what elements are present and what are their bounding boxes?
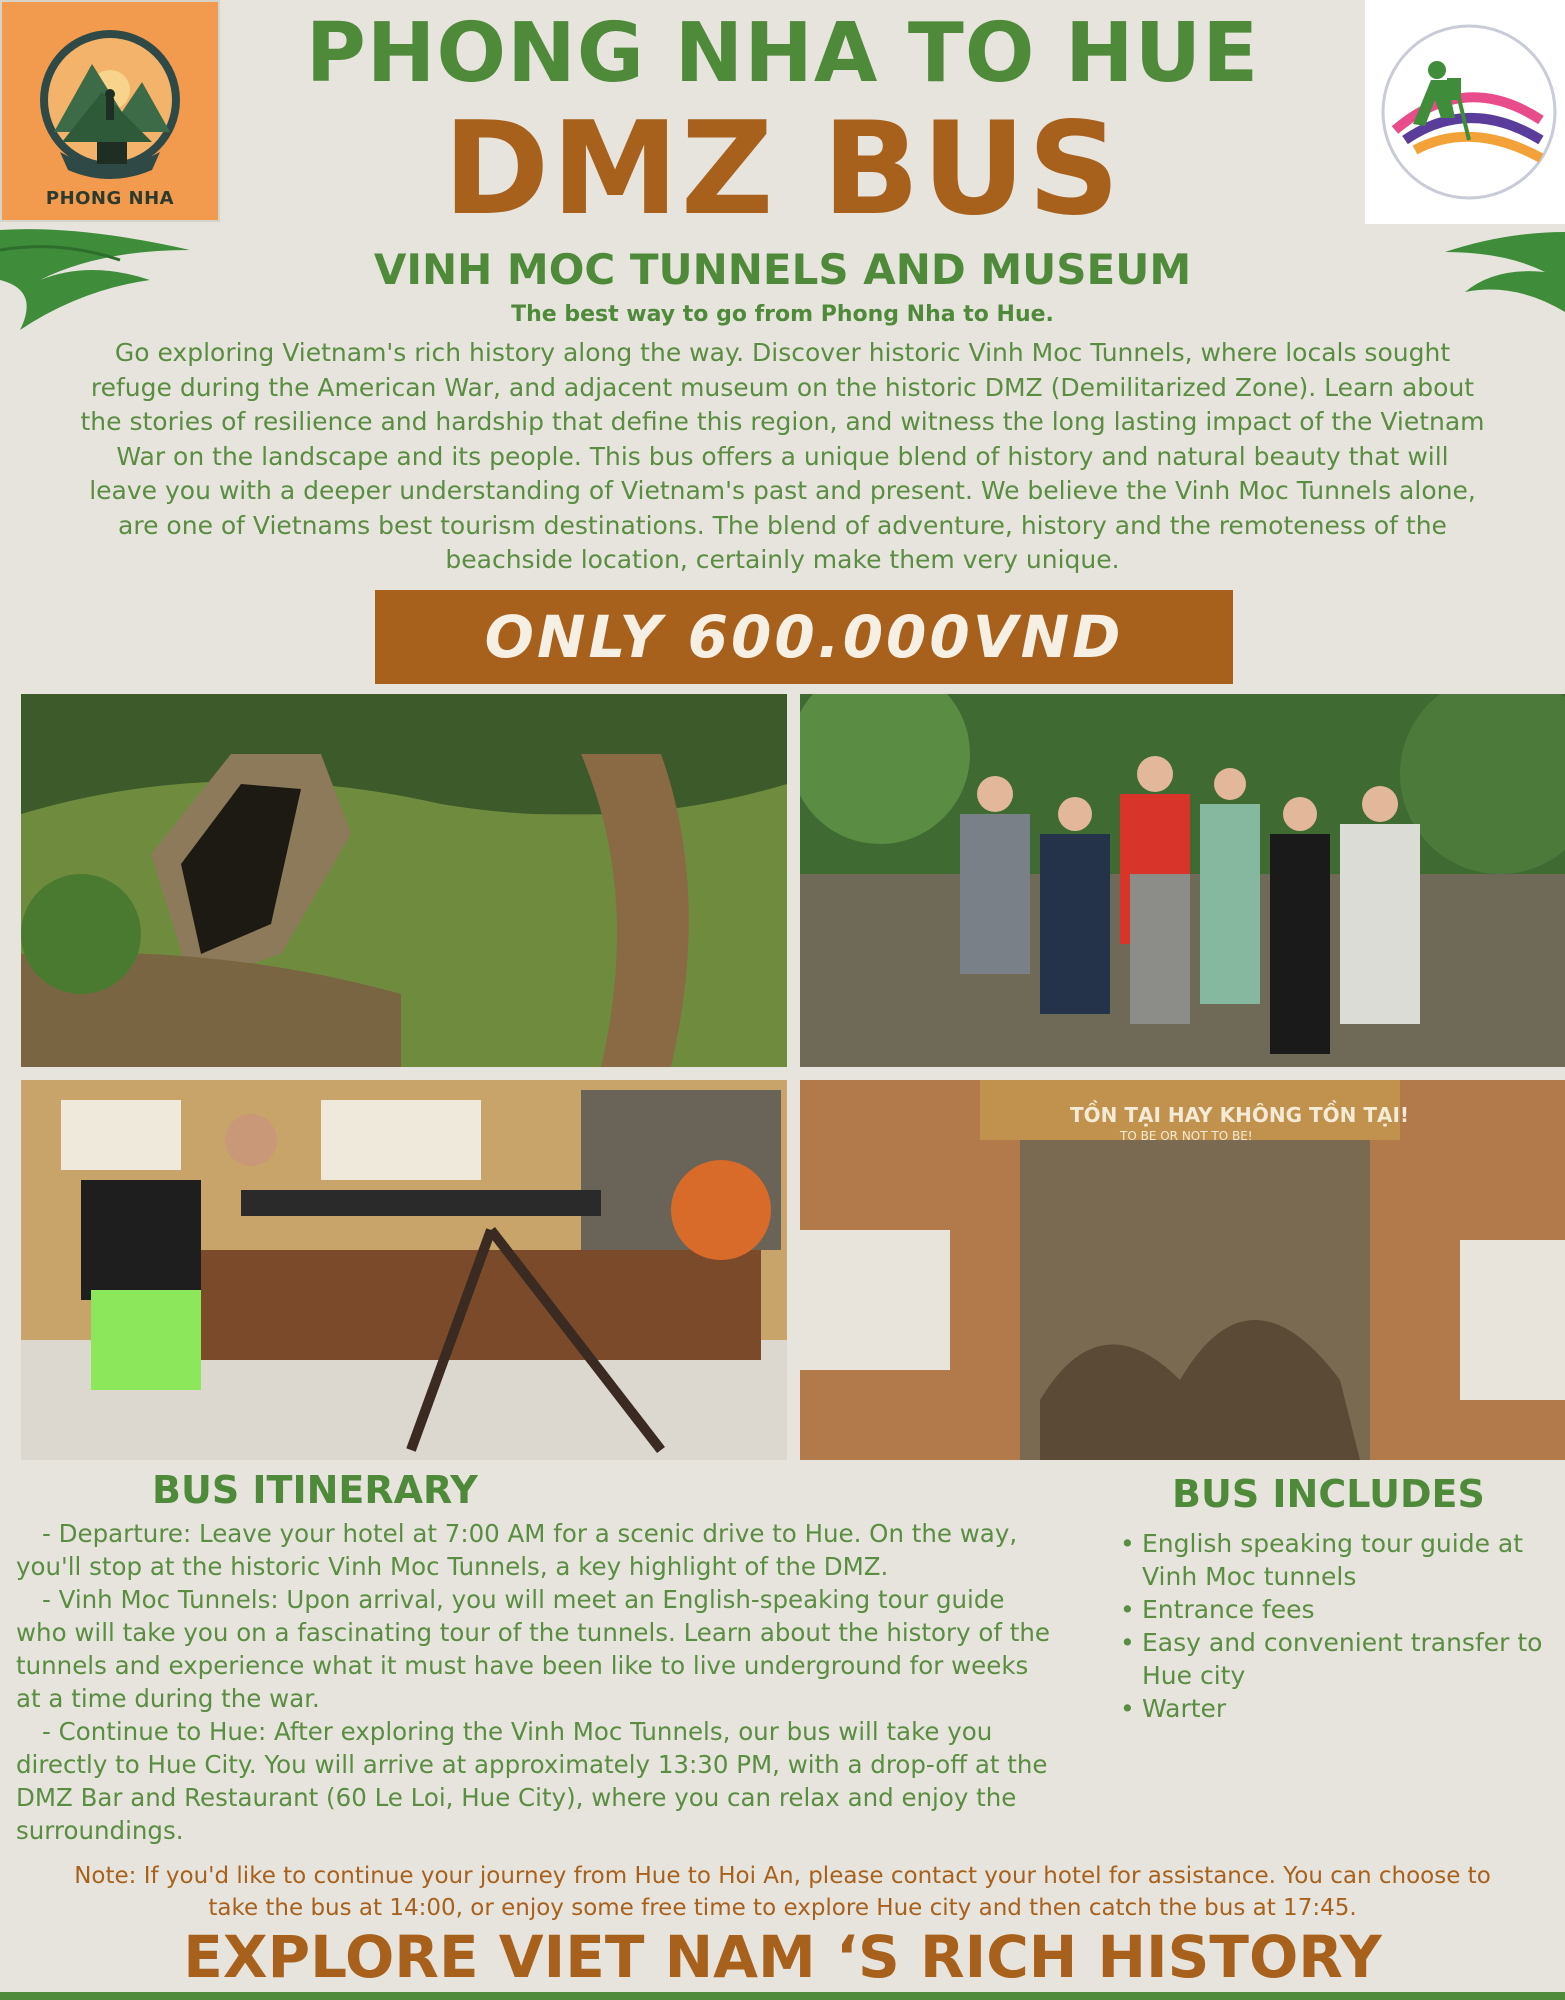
intro-line: refuge during the American War, and adjacent museum on the historic DMZ (Demilitarized Zone). Learn about — [90, 372, 1475, 402]
page-subtitle: VINH MOC TUNNELS AND MUSEUM — [373, 245, 1192, 294]
itinerary-paragraph: - Departure: Leave your hotel at 7:00 AM for a scenic drive to Hue. On the way, you'll stop at the historic Vinh Moc Tunnels, a key highlight of the DMZ. — [16, 1519, 1018, 1581]
intro-line: beachside location, certainly make them very unique. — [445, 545, 1120, 574]
list-item: • Warter — [1120, 1692, 1560, 1725]
photo-group-tourists — [800, 694, 1565, 1067]
note-line: take the bus at 14:00, or enjoy some free time to explore Hue city and then catch the bus at 17:45. — [208, 1895, 1357, 1921]
note-line: Note: If you'd like to continue your journey from Hue to Hoi An, please contact your hotel for assistance. You can choose to — [74, 1863, 1491, 1889]
itinerary-text — [16, 1517, 1056, 1847]
phong-nha-logo-text: PHONG NHA — [45, 188, 175, 209]
note — [10, 1860, 1555, 1924]
includes-list — [1100, 1527, 1560, 1725]
itinerary-paragraph: - Continue to Hue: After exploring the Vinh Moc Tunnels, our bus will take you directly to Hue City. You will arrive at approximately 13:30 PM, with a drop-off at the DMZ Bar and Restaurant (60 Le Loi, Hue City), where you can relax and enjoy the surroundings. — [16, 1717, 1048, 1845]
photo-museum-bronze-relief — [800, 1080, 1565, 1460]
price-label: ONLY 600.000VND — [484, 603, 1124, 671]
intro-line: War on the landscape and its people. This bus offers a unique blend of history and natural beauty that will — [116, 441, 1449, 471]
intro-paragraph — [10, 336, 1555, 578]
list-item: • Entrance fees — [1120, 1593, 1560, 1626]
tagline: The best way to go from Phong Nha to Hue. — [511, 302, 1054, 327]
page-title-line1: PHONG NHA TO HUE — [305, 6, 1260, 101]
footer-title: EXPLORE VIET NAM ‘S RICH HISTORY — [183, 1923, 1382, 1991]
footer-bar — [0, 1992, 1565, 2000]
intro-line: Go exploring Vietnam's rich history along the way. Discover historic Vinh Moc Tunnels, where locals sought — [114, 338, 1451, 367]
list-item: • English speaking tour guide at Vinh Moc tunnels — [1120, 1527, 1560, 1593]
price-banner — [375, 590, 1233, 684]
museum-sign-title: TỒN TẠI HAY KHÔNG TỒN TẠI! — [1070, 1103, 1410, 1127]
photo-tunnel-entrance — [21, 694, 787, 1067]
includes-title: BUS INCLUDES — [1172, 1472, 1485, 1516]
page-title-line2: DMZ BUS — [443, 95, 1122, 244]
museum-sign-subtitle: TO BE OR NOT TO BE! — [1120, 1129, 1253, 1143]
itinerary-title: BUS ITINERARY — [152, 1468, 478, 1512]
itinerary-paragraph: - Vinh Moc Tunnels: Upon arrival, you will meet an English-speaking tour guide who will take you on a fascinating tour of the tunnels. Learn about the history of the tunnels and experience what it must have been like to live underground for weeks at a time during the war. — [16, 1585, 1050, 1713]
intro-line: leave you with a deeper understanding of Vietnam's past and present. We believe the Vinh Moc Tunnels alone, — [89, 476, 1476, 505]
photo-museum-machine-gun — [21, 1080, 787, 1460]
intro-line: are one of Vietnams best tourism destinations. The blend of adventure, history and the remoteness of the — [118, 510, 1447, 540]
intro-line: the stories of resilience and hardship that define this region, and witness the long lasting impact of the Vietnam — [80, 407, 1485, 436]
list-item: • Easy and convenient transfer to Hue city — [1120, 1626, 1560, 1692]
